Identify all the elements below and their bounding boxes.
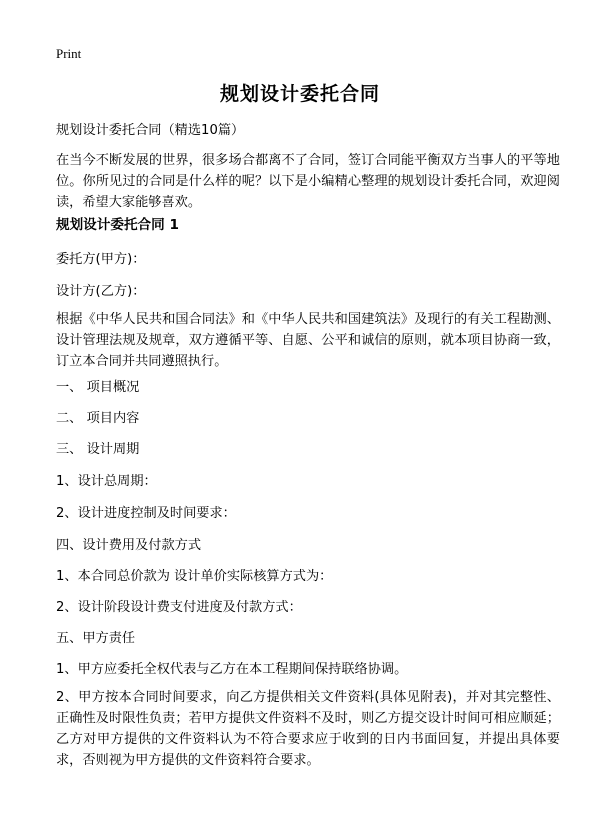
list-item: 2、设计进度控制及时间要求：: [56, 506, 236, 521]
page-title: 规划设计委托合同: [219, 83, 380, 105]
subtitle: 规划设计委托合同（精选10篇）: [56, 123, 245, 138]
intro-paragraph: 在当今不断发展的世界，很多场合都离不了合同，签订合同能平衡双方当事人的平等地位。你所见过的合同是什么样的呢？以下是小编精心整理的规划设计委托合同，欢迎阅读，希望大家能够喜欢。: [56, 153, 560, 210]
list-item: 三、 设计周期: [56, 442, 140, 457]
list-item: 一、 项目概况: [56, 380, 140, 395]
list-item: 1、甲方应委托全权代表与乙方在本工程期间保持联络协调。: [56, 662, 408, 677]
basis-paragraph: 根据《中华人民共和国合同法》和《中华人民共和国建筑法》及现行的有关工程勘测、设计管理法规及规章，双方遵循平等、自愿、公平和诚信的原则，就本项目协商一致，订立本合同并共同遵照执行。: [56, 312, 560, 369]
list-item: 五、甲方责任: [56, 631, 136, 646]
designer-line: 设计方(乙方)：: [56, 284, 146, 299]
list-item: 2、设计阶段设计费支付进度及付款方式：: [56, 600, 302, 615]
list-item: 1、设计总周期：: [56, 474, 157, 489]
print-label: Print: [56, 46, 82, 61]
client-line: 委托方(甲方)：: [56, 252, 146, 267]
list-item: 二、 项目内容: [56, 411, 140, 426]
section-heading: 规划设计委托合同 1: [56, 217, 179, 233]
final-paragraph: 2、甲方按本合同时间要求，向乙方提供相关文件资料(具体见附表)，并对其完整性、正确性及时限性负责；若甲方提供文件资料不及时，则乙方提交设计时间可相应顺延；乙方对甲方提供的文件资料认为不符合要求应于收到的日内书面回复，并提出具体要求，否则视为甲方提供的文件资料符合要求。: [56, 690, 560, 768]
list-item: 四、设计费用及付款方式: [56, 538, 202, 553]
list-item: 1、本合同总价款为 设计单价实际核算方式为：: [56, 569, 333, 584]
